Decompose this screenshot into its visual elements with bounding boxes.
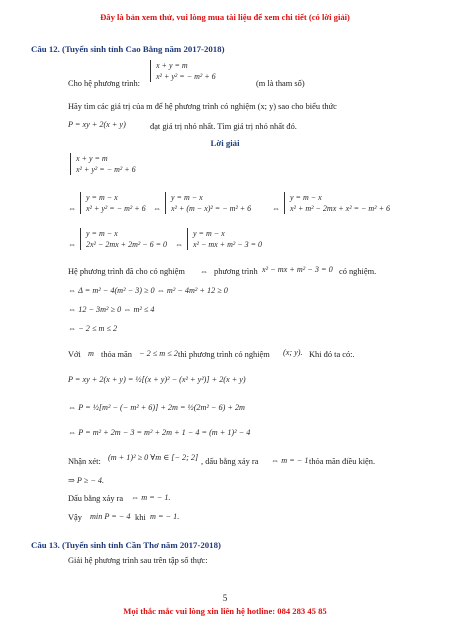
step3-eq2: x² + m² − 2mx + x² = − m² + 6 xyxy=(290,204,390,213)
note-expression: (m + 1)² ≥ 0 ∀m ∈ [− 2; 2] xyxy=(108,453,199,462)
with-range: − 2 ≤ m ≤ 2 xyxy=(139,349,178,358)
condition-text-a: Hệ phương trình đã cho có nghiệm xyxy=(68,267,185,276)
step-system-4 xyxy=(80,228,167,250)
solution-heading: Lời giải xyxy=(210,138,240,148)
note-equality: ⇔ m = − 1 xyxy=(271,456,309,465)
q12-eq1: x + y = m xyxy=(156,61,188,70)
delta-line: ⇔ Δ = m² − 4(m² − 3) ≥ 0 ⇔ m² − 4m² + 12 ≥ 0 xyxy=(68,286,228,295)
with-text-d: Khi đó ta có:. xyxy=(309,350,355,359)
condition-equation: x² − mx + m² − 3 = 0 xyxy=(262,265,333,274)
arrow-4: ⇔ xyxy=(68,240,77,249)
step-system-5 xyxy=(187,228,262,250)
step-system-0 xyxy=(70,153,136,175)
answer-min-p: min P = − 4 xyxy=(90,512,131,521)
step2-eq2: x² + (m − x)² = − m² + 6 xyxy=(171,204,252,213)
step3-eq1: y = m − x xyxy=(290,193,322,202)
p-lower-bound: ⇒ P ≥ − 4. xyxy=(68,476,105,485)
inequality-line-1: ⇔ 12 − 3m² ≥ 0 ⇔ m² ≤ 4 xyxy=(68,305,155,314)
step-system-1 xyxy=(80,192,146,214)
question-12-title: Câu 12. (Tuyển sinh tỉnh Cao Bằng năm 2017-2018) xyxy=(31,44,225,54)
note-text-b: , dấu bằng xảy ra xyxy=(201,457,259,466)
answer-m-value: m = − 1. xyxy=(150,512,180,521)
page-number: 5 xyxy=(222,593,228,603)
arrow-5: ⇔ xyxy=(175,240,184,249)
p-expression-2: ⇔ P = ½[m² − (− m² + 6)] + 2m = ½(2m² − 6) + 2m xyxy=(68,403,245,412)
step2-eq1: y = m − x xyxy=(171,193,203,202)
step0-eq1: x + y = m xyxy=(76,154,108,163)
note-text-a: Nhận xét: xyxy=(68,457,101,466)
q12-param-note: (m là tham số) xyxy=(256,79,305,88)
q12-intro: Cho hệ phương trình: xyxy=(68,79,141,88)
header-banner: Đây là bản xem thử, vui lòng mua tài liệu để xem chi tiết (có lời giải) xyxy=(100,12,350,22)
condition-text-c: có nghiệm. xyxy=(339,267,377,276)
q12-eq2: x² + y² = − m² + 6 xyxy=(156,72,216,81)
q12-expression-p: P = xy + 2(x + y) xyxy=(68,120,126,129)
condition-text-b: phương trình xyxy=(214,267,258,276)
step-system-2 xyxy=(165,192,251,214)
step-system-3 xyxy=(284,192,390,214)
q12-system xyxy=(150,60,216,82)
q12-task-line2: đạt giá trị nhỏ nhất. Tìm giá trị nhỏ nhất đó. xyxy=(150,122,297,131)
step1-eq2: x² + y² = − m² + 6 xyxy=(86,204,146,213)
note-text-c: thỏa mãn điều kiện. xyxy=(309,457,376,466)
step5-eq1: y = m − x xyxy=(193,229,225,238)
p-expression-1: P = xy + 2(x + y) = ½[(x + y)² − (x² + y²)] + 2(x + y) xyxy=(68,375,246,384)
with-text-b: thỏa mãn xyxy=(101,350,132,359)
with-text-c: thì phương trình có nghiệm xyxy=(178,350,270,359)
footer-banner: Mọi thắc mắc vui lòng xin liên hệ hotline: 084 283 45 85 xyxy=(123,606,327,616)
step5-eq2: x² − mx + m² − 3 = 0 xyxy=(193,240,263,249)
arrow-3: ⇔ xyxy=(272,204,281,213)
with-xy: (x; y). xyxy=(283,348,303,357)
arrow-1: ⇔ xyxy=(68,204,77,213)
answer-text-c: khi xyxy=(135,513,146,522)
step4-eq2: 2x² − 2mx + 2m² − 6 = 0 xyxy=(86,240,168,249)
with-text-a: Với xyxy=(68,350,81,359)
step1-eq1: y = m − x xyxy=(86,193,118,202)
step0-eq2: x² + y² = − m² + 6 xyxy=(76,165,136,174)
q13-text: Giải hệ phương trình sau trên tập số thực: xyxy=(68,556,208,565)
p-expression-3: ⇔ P = m² + 2m − 3 = m² + 2m + 1 − 4 = (m + 1)² − 4 xyxy=(68,428,251,437)
step4-eq1: y = m − x xyxy=(86,229,118,238)
condition-arrow: ⇔ xyxy=(200,267,209,276)
with-m: m xyxy=(88,349,94,358)
equality-value: ⇔ m = − 1. xyxy=(131,493,171,502)
inequality-line-2: ⇔ − 2 ≤ m ≤ 2 xyxy=(68,324,118,333)
answer-text-a: Vậy xyxy=(68,513,82,522)
q12-task-line1: Hãy tìm các giá trị của m để hệ phương trình có nghiệm (x; y) sao cho biểu thức xyxy=(68,102,337,111)
question-13-title: Câu 13. (Tuyển sinh tỉnh Cần Thơ năm 2017-2018) xyxy=(31,540,221,550)
arrow-2: ⇔ xyxy=(153,204,162,213)
equality-text: Dấu bằng xảy ra xyxy=(68,494,124,503)
